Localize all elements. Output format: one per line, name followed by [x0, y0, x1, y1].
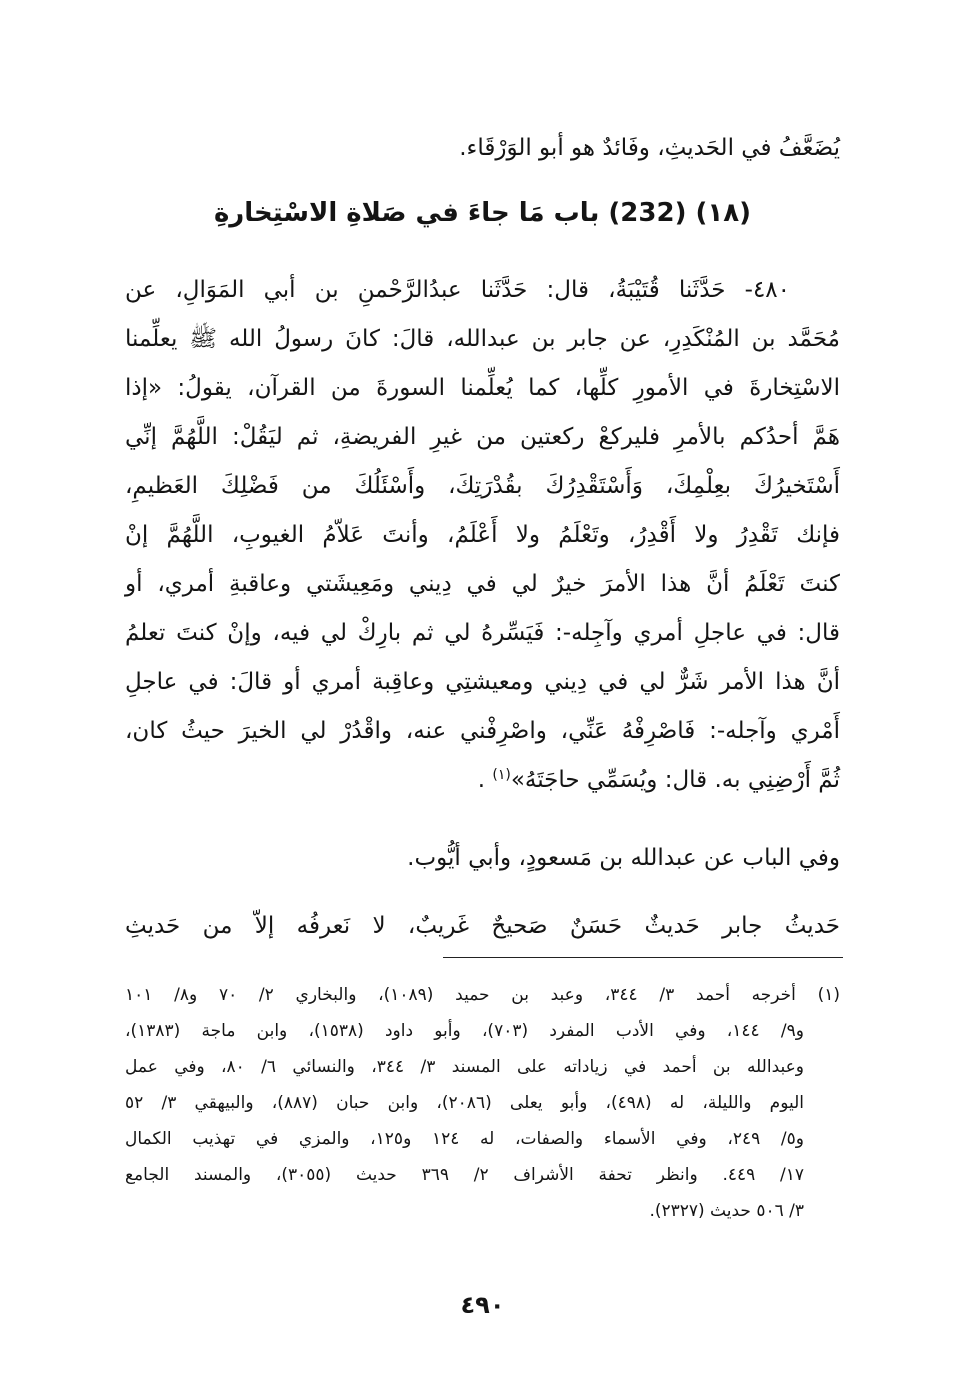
- footnote-line: وعبدالله بن أحمد في زياداته على المسند ٣/ ٣٤٤، والنسائي ٦/ ٨٠، وفي عمل: [125, 1057, 804, 1077]
- footnote-line: ١٧/ ٤٤٩. وانظر تحفة الأشراف ٢/ ٣٦٩ حديث (٣٠٥٥)، والمسند الجامع: [125, 1165, 805, 1185]
- chapter-heading: (١٨) (232) باب مَا جاءَ في صَلاةِ الاسْتِخارةِ: [213, 198, 752, 228]
- footnote-separator: [443, 957, 843, 958]
- hadith-last-line-tail: .: [477, 767, 493, 793]
- bab-note: وفي الباب عن عبدالله بن مَسعودٍ، وأبي أيُّوب.: [407, 845, 840, 871]
- footnote: [125, 977, 840, 1229]
- hadith-line: قال: في عاجلِ أمري وآجِله-: فَيَسِّرهُ لي ثم بارِكْ لي فيه، وإنْ كنتَ تعلمُ: [125, 620, 840, 646]
- footnote-line: و٩/ ١٤٤، وفي الأدب المفرد (٧٠٣)، وأبو داود (١٥٣٨)، وابن ماجة (١٣٨٣)،: [125, 1021, 804, 1041]
- grading-line: حَديثُ جابر حَديثٌ حَسَنٌ صَحيحٌ غَريبٌ، لا نَعرفُه إلاّ من حَديثِ: [125, 913, 840, 939]
- footnote-line: اليوم والليلة، له (٤٩٨)، وأبو يعلى (٢٠٨٦)، وابن حبان (٨٨٧)، والبيهقي ٣/ ٥٢: [125, 1093, 805, 1113]
- hadith-line: أنَّ هذا الأمر شَرٌّ لي في دِيني ومعيشتِي وعاقِبة أمري أو قالَ: في عاجلِ: [125, 669, 840, 695]
- hadith-paragraph: [125, 266, 840, 805]
- hadith-line: أَمْري وآجله-: فَاصْرِفْهُ عَنِّي، واصْرِفْني عنه، واقْدُرْ لي الخيرَ حيثُ كان،: [125, 718, 840, 744]
- hadith-last-line-text: ثُمَّ أَرْضِنِي به. قال: ويُسَمِّي حاجَتَهُ»: [510, 767, 840, 793]
- page-number: ٤٩٠: [460, 1291, 505, 1319]
- footnote-reference: (١): [492, 767, 511, 783]
- hadith-line: ٤٨٠- حَدَّثَنا قُتَيْبَةُ، قال: حَدَّثَنا عبدُالرَّحْمنِ بن أبي المَوَالِ، عن: [125, 277, 790, 303]
- hadith-line: أَسْتَخيرُكَ بعِلْمِكَ، وَأَسْتَقْدِرُكَ بقُدْرَتِكَ، وأَسْئَلُكَ من فَضْلِكَ العَظيمِ،: [125, 473, 840, 499]
- hadith-line: فإنك تَقْدِرُ ولا أَقْدِرُ، وتَعْلَمُ ولا أَعْلَمُ، وأنتَ عَلاّمُ الغيوبِ، اللَّهُمَّ إنْ: [125, 522, 840, 548]
- footnote-line: (١) أخرجه أحمد ٣/ ٣٤٤، وعبد بن حميد (١٠٨٩)، والبخاري ٢/ ٧٠ و٨/ ١٠١: [125, 985, 841, 1005]
- hadith-last-line: [125, 756, 840, 805]
- continuation-line: يُضَعَّفُ في الحَديثِ، وفَائدٌ هو أبو الوَرْقَاء.: [459, 135, 840, 161]
- hadith-line: كنتَ تَعْلَمُ أنَّ هذا الأمرَ خيرٌ لي في دِيني ومَعِيشَتي وعاقبةِ أمري، أو: [125, 571, 840, 597]
- hadith-line: مُحَمَّد بن المُنْكَدِرِ، عن جابر بن عبدالله، قالَ: كانَ رسولُ الله ﷺ يعلِّمنا: [125, 326, 840, 352]
- footnote-line: و٥/ ٢٤٩، وفي الأسماء والصفات، له ١٢٤ و١٢٥، والمزي في تهذيب الكمال: [125, 1129, 804, 1149]
- footnote-line: ٣/ ٥٠٦ حديث (٢٣٢٧).: [649, 1201, 804, 1221]
- hadith-line: الاسْتِخارةَ في الأمورِ كلِّها، كما يُعلِّمنا السورةَ من القرآن، يقولُ: «إذا: [125, 375, 840, 401]
- hadith-line: هَمَّ أحدُكم بالأمرِ فليركعْ ركعتين من غيرِ الفريضةِ، ثم ليَقُلْ: اللَّهُمَّ إنِّي: [125, 424, 840, 450]
